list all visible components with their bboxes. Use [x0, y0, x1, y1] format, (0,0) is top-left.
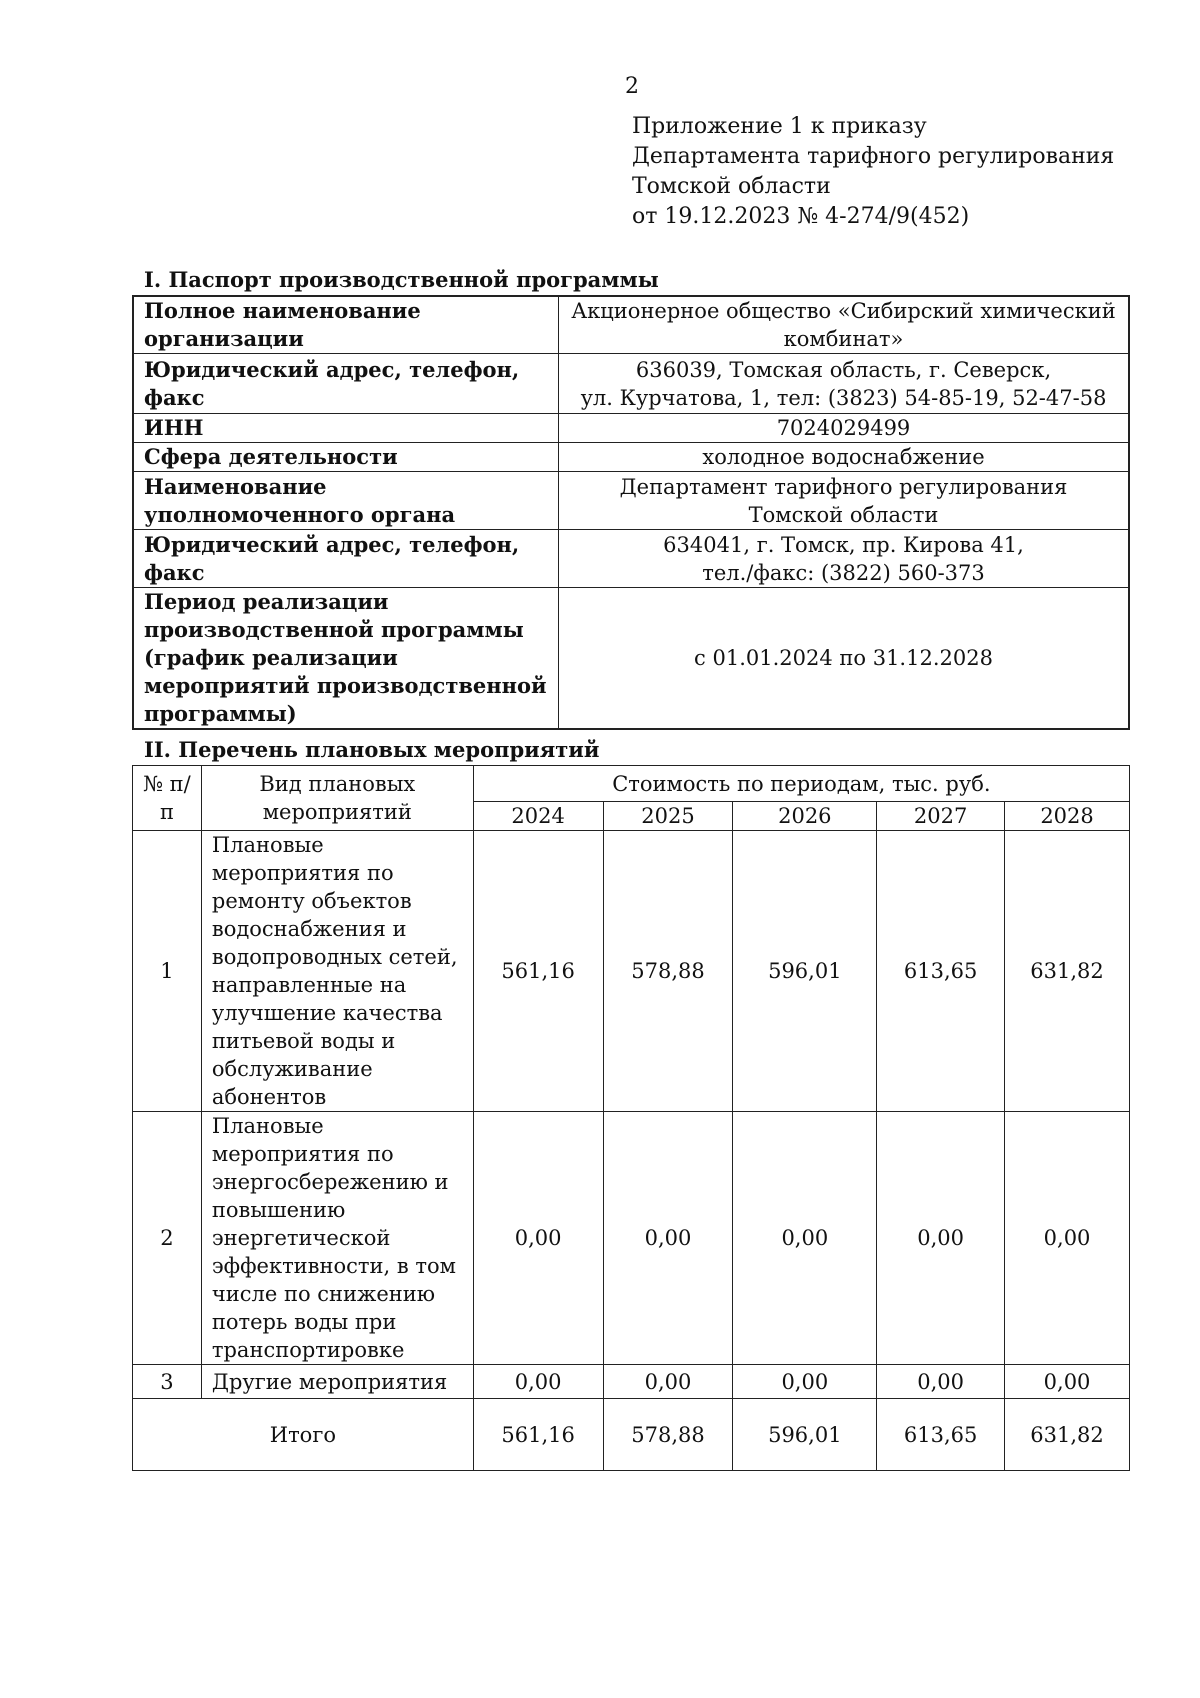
annex-line: Приложение 1 к приказу	[632, 114, 927, 139]
passport-table	[132, 295, 1130, 730]
row-desc: Другие мероприятия	[201, 1365, 473, 1399]
total-value: 578,88	[603, 1399, 733, 1471]
table-row	[133, 1365, 1130, 1399]
plan-table	[132, 765, 1130, 1471]
row-value: 0,00	[733, 1365, 877, 1399]
passport-key: Период реализации производственной программы (график реализации мероприятий производственной программы)	[133, 588, 559, 730]
passport-key: Юридический адрес, телефон, факс	[133, 530, 559, 588]
total-value: 631,82	[1005, 1399, 1130, 1471]
row-desc: Плановые мероприятия по ремонту объектов водоснабжения и водопроводных сетей, направленные на улучшение качества питьевой воды и обслуживание абонентов	[201, 831, 473, 1112]
section-1-title: I. Паспорт производственной программы	[144, 267, 659, 292]
passport-row	[133, 354, 1129, 414]
passport-row	[133, 472, 1129, 530]
header-year: 2028	[1005, 802, 1130, 831]
passport-value: с 01.01.2024 по 31.12.2028	[559, 588, 1130, 730]
row-value: 578,88	[603, 831, 733, 1112]
annex-line: от 19.12.2023 № 4-274/9(452)	[632, 204, 970, 229]
passport-row	[133, 443, 1129, 472]
annex-line: Томской области	[632, 174, 831, 199]
row-value: 561,16	[473, 831, 603, 1112]
total-value: 613,65	[877, 1399, 1005, 1471]
header-cost: Стоимость по периодам, тыс. руб.	[473, 766, 1129, 802]
header-type: Вид плановых мероприятий	[201, 766, 473, 831]
passport-row	[133, 530, 1129, 588]
annex-line: Департамента тарифного регулирования	[632, 144, 1115, 169]
header-row	[133, 766, 1130, 802]
header-year: 2026	[733, 802, 877, 831]
header-year: 2025	[603, 802, 733, 831]
row-desc: Плановые мероприятия по энергосбережению и повышению энергетической эффективности, в том числе по снижению потерь воды при транспортировке	[201, 1112, 473, 1365]
passport-row	[133, 296, 1129, 354]
total-value: 561,16	[473, 1399, 603, 1471]
row-num: 2	[133, 1112, 202, 1365]
row-num: 1	[133, 831, 202, 1112]
passport-value: 634041, г. Томск, пр. Кирова 41, тел./факс: (3822) 560-373	[559, 530, 1130, 588]
passport-key: ИНН	[133, 414, 559, 443]
header-year: 2027	[877, 802, 1005, 831]
total-label: Итого	[133, 1399, 474, 1471]
table-row	[133, 831, 1130, 1112]
passport-key: Наименование уполномоченного органа	[133, 472, 559, 530]
row-value: 0,00	[733, 1112, 877, 1365]
row-value: 0,00	[603, 1365, 733, 1399]
passport-key: Полное наименование организации	[133, 296, 559, 354]
header-year: 2024	[473, 802, 603, 831]
passport-row	[133, 414, 1129, 443]
annex-header	[632, 112, 1114, 232]
page-number: 2	[625, 74, 639, 99]
passport-value: 636039, Томская область, г. Северск, ул. Курчатова, 1, тел: (3823) 54-85-19, 52-47-58	[559, 354, 1130, 414]
passport-key: Юридический адрес, телефон, факс	[133, 354, 559, 414]
total-value: 596,01	[733, 1399, 877, 1471]
row-value: 596,01	[733, 831, 877, 1112]
row-value: 0,00	[1005, 1365, 1130, 1399]
passport-value: Акционерное общество «Сибирский химический комбинат»	[559, 296, 1130, 354]
section-2-title: II. Перечень плановых мероприятий	[144, 737, 600, 762]
row-value: 631,82	[1005, 831, 1130, 1112]
header-num: № п/п	[133, 766, 202, 831]
row-value: 0,00	[603, 1112, 733, 1365]
row-value: 0,00	[877, 1112, 1005, 1365]
row-value: 0,00	[473, 1365, 603, 1399]
passport-value: 7024029499	[559, 414, 1130, 443]
total-row	[133, 1399, 1130, 1471]
row-value: 613,65	[877, 831, 1005, 1112]
table-row	[133, 1112, 1130, 1365]
passport-key: Сфера деятельности	[133, 443, 559, 472]
passport-value: холодное водоснабжение	[559, 443, 1130, 472]
row-value: 0,00	[473, 1112, 603, 1365]
row-num: 3	[133, 1365, 202, 1399]
row-value: 0,00	[1005, 1112, 1130, 1365]
passport-value: Департамент тарифного регулирования Томской области	[559, 472, 1130, 530]
row-value: 0,00	[877, 1365, 1005, 1399]
passport-row	[133, 588, 1129, 730]
